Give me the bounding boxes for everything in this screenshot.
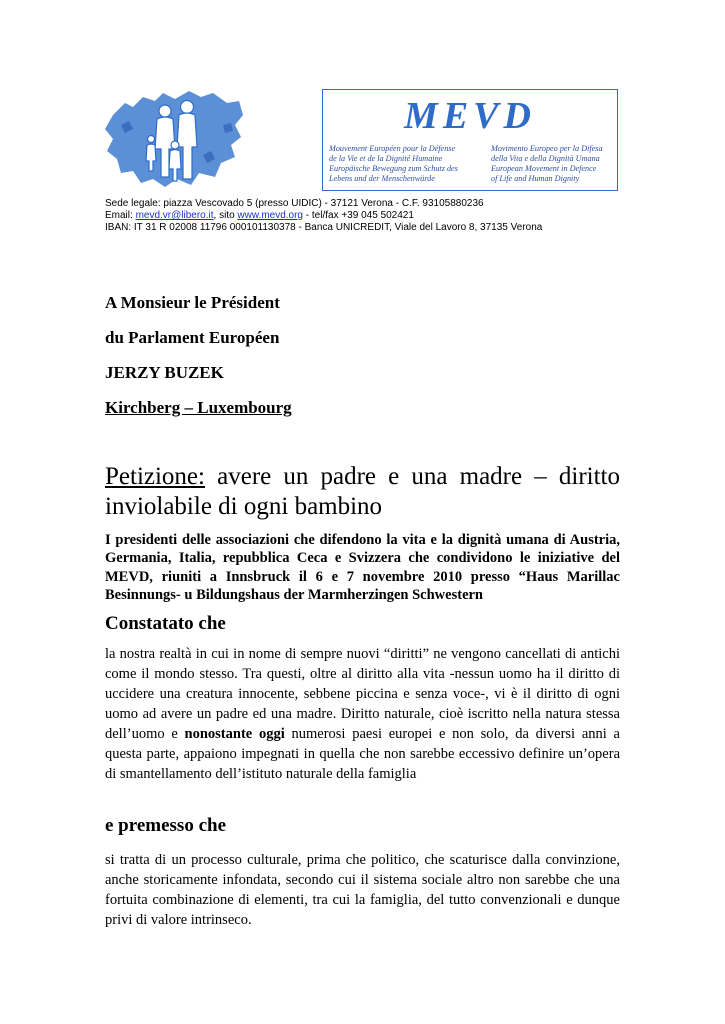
letterhead-info <box>105 198 645 234</box>
phone-text: - tel/fax +39 045 502421 <box>303 210 414 221</box>
site-label: , sito <box>213 210 238 221</box>
banner-right-line: of Life and Human Dignity <box>491 174 580 183</box>
intro-paragraph: I presidenti delle associazioni che difendono la vita e la dignità umana di Austria, Germania, Italia, repubblica Ceca e Svizzera che condividono le iniziative del MEVD, riuniti a Innsbruck il 6 e 7 novembre 2010 presso “Haus Marillac Besinnungs- u Bildungshaus der Marmherzingen Schwestern <box>105 532 620 603</box>
petition-title <box>105 462 620 522</box>
section-body-constatato <box>105 644 620 784</box>
banner-right-text <box>491 144 623 184</box>
banner-title: MEVD <box>404 95 536 137</box>
banner-left-line: Lebens und der Menschenwürde <box>329 174 435 183</box>
body-text: numerosi paesi europei e non solo, da diversi anni a questa parte, appaiono impegnati in quella che non sarebbe eccessivo definire un’opera di smantellamento dell’istituto naturale della famiglia <box>105 726 620 782</box>
banner-left-text <box>329 144 461 184</box>
banner-left-line: Europäische Bewegung zum Schutz des <box>329 164 458 173</box>
title-text: avere un padre e una madre – diritto inviolabile di ogni bambino <box>105 463 620 520</box>
mevd-banner-logo <box>322 89 618 191</box>
section-body-premesso: si tratta di un processo culturale, prima che politico, che scaturisce dalla convinzione, anche storicamente infondata, secondo cui il sistema sociale altro non sarebbe che una fortuita combinazione di elementi, tra cui la famiglia, del tutto convenzionali e dunque privi di valore intrinseco. <box>105 852 620 928</box>
recipient-line-1: A Monsieur le Président <box>105 293 280 312</box>
banner-right-line: Movimento Europeo per la Difesa <box>491 144 603 153</box>
section-heading-premesso: e premesso che <box>105 815 227 836</box>
email-link[interactable]: mevd.vr@libero.it <box>135 210 214 221</box>
contact-line <box>105 210 645 222</box>
legal-address: Sede legale: piazza Vescovado 5 (presso UIDIC) - 37121 Verona - C.F. 93105880236 <box>105 198 484 209</box>
mevd-family-map-logo <box>103 85 247 192</box>
banner-right-line: della Vita e della Dignità Umana <box>491 154 600 163</box>
website-link[interactable]: www.mevd.org <box>237 210 303 221</box>
section-heading-constatato: Constatato che <box>105 613 226 634</box>
body-text: la nostra realtà in cui in nome di sempre nuovi “diritti” ne vengono cancellati di antichi come il mondo stesso. Tra questi, oltre al diritto alla vita -nessun uomo ha il diritto di uccidere una creatura innocente, sebbene piccina e senza voce-, vi è il diritto di ogni uomo ad avere un padre ed una madre. Diritto naturale, cioè iscritto nella natura stessa dell’uomo e <box>105 646 620 742</box>
title-prefix: Petizione: <box>105 463 205 490</box>
body-bold-text: nonostante oggi <box>184 726 285 742</box>
banner-left-line: de la Vie et de la Dignité Humaine <box>329 154 443 163</box>
banner-left-line: Mouvement Européen pour la Défense <box>329 144 456 153</box>
iban-line: IBAN: IT 31 R 02008 11796 000101130378 - Banca UNICREDIT, Viale del Lavoro 8, 37135 Verona <box>105 222 543 233</box>
recipient-location: Kirchberg – Luxembourg <box>105 398 292 417</box>
banner-right-line: European Movement in Defence <box>491 164 597 173</box>
email-label: Email: <box>105 210 136 221</box>
recipient-name: JERZY BUZEK <box>105 363 224 382</box>
recipient-line-2: du Parlament Européen <box>105 328 280 347</box>
